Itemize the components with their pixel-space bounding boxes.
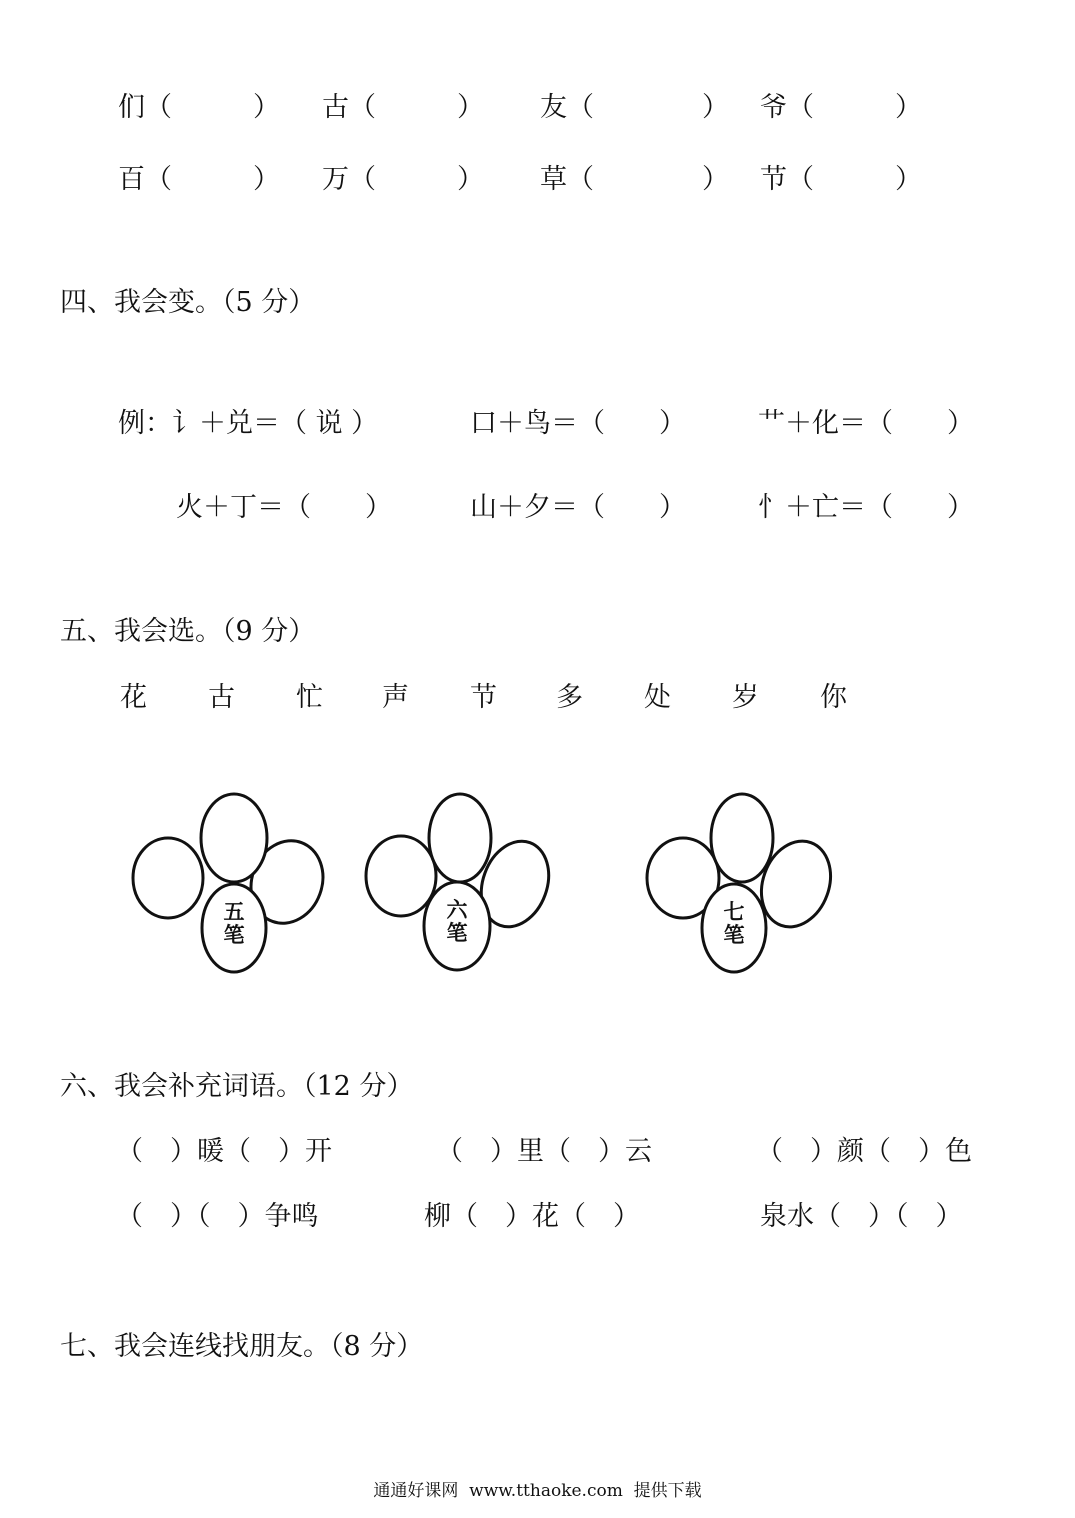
- section5-heading: 五、我会选。（9 分）: [60, 616, 316, 647]
- s5-char-6: 多: [556, 682, 583, 713]
- petal-top: [201, 794, 267, 882]
- s4-r1-c2: 口＋鸟＝（ ）: [470, 408, 686, 439]
- section6-heading: 六、我会补充词语。（12 分）: [60, 1071, 414, 1102]
- flower-center-top-text: 七: [723, 900, 745, 924]
- s3-r2-c4: 节（ ）: [760, 164, 922, 195]
- s4-r2-c1: 火＋丁＝（ ）: [176, 492, 392, 523]
- petal-top: [429, 794, 491, 882]
- s4-r1-c1: 例：讠＋兑＝（ 说 ）: [118, 408, 379, 439]
- flower-center-bottom-text: 笔: [223, 923, 245, 947]
- s5-char-2: 古: [208, 682, 235, 713]
- s6-r1-c3: （ ）颜（ ）色: [756, 1136, 972, 1167]
- flower-center-top-text: 六: [446, 898, 468, 922]
- page-footer: 通通好课网 www.tthaoke.com 提供下载: [373, 1481, 702, 1501]
- flower-five-strokes: [133, 794, 334, 972]
- s4-r2-c2: 山＋夕＝（ ）: [470, 492, 686, 523]
- s5-char-7: 处: [644, 682, 671, 713]
- s5-char-9: 你: [820, 682, 847, 713]
- s3-r2-c1: 百（ ）: [118, 164, 280, 195]
- flower-seven-strokes: [647, 794, 842, 972]
- s6-r2-c2: 柳（ ）花（ ）: [424, 1201, 640, 1232]
- s5-char-4: 声: [382, 682, 409, 713]
- s6-r1-c2: （ ）里（ ）云: [436, 1136, 652, 1167]
- petal-left: [133, 838, 203, 918]
- s3-r1-c3: 友（ ）: [540, 92, 729, 123]
- petal-left: [366, 836, 436, 916]
- s3-r2-c3: 草（ ）: [540, 164, 729, 195]
- s5-char-3: 忙: [296, 682, 323, 713]
- flower-center-bottom-text: 笔: [446, 921, 468, 945]
- s4-r2-c3: 忄＋亡＝（ ）: [758, 492, 974, 523]
- flower-six-strokes: [366, 794, 560, 970]
- s5-char-1: 花: [120, 682, 147, 713]
- s3-r1-c4: 爷（ ）: [760, 92, 922, 123]
- section4-heading: 四、我会变。（5 分）: [60, 287, 316, 318]
- s3-r1-c2: 古（ ）: [322, 92, 484, 123]
- s6-r2-c1: （ ）（ ）争鸣: [116, 1201, 319, 1232]
- petal-top: [711, 794, 773, 882]
- flower-center-top-text: 五: [223, 900, 245, 924]
- s5-char-5: 节: [470, 682, 497, 713]
- s6-r2-c3: 泉水（ ）（ ）: [760, 1201, 963, 1232]
- flower-center-bottom-text: 笔: [723, 923, 745, 947]
- s3-r2-c2: 万（ ）: [322, 164, 484, 195]
- s4-r1-c3: 艹＋化＝（ ）: [758, 408, 974, 439]
- s3-r1-c1: 们（ ）: [118, 92, 280, 123]
- s6-r1-c1: （ ）暖（ ）开: [116, 1136, 332, 1167]
- section7-heading: 七、我会连线找朋友。（8 分）: [60, 1331, 424, 1362]
- s5-char-8: 岁: [732, 682, 759, 713]
